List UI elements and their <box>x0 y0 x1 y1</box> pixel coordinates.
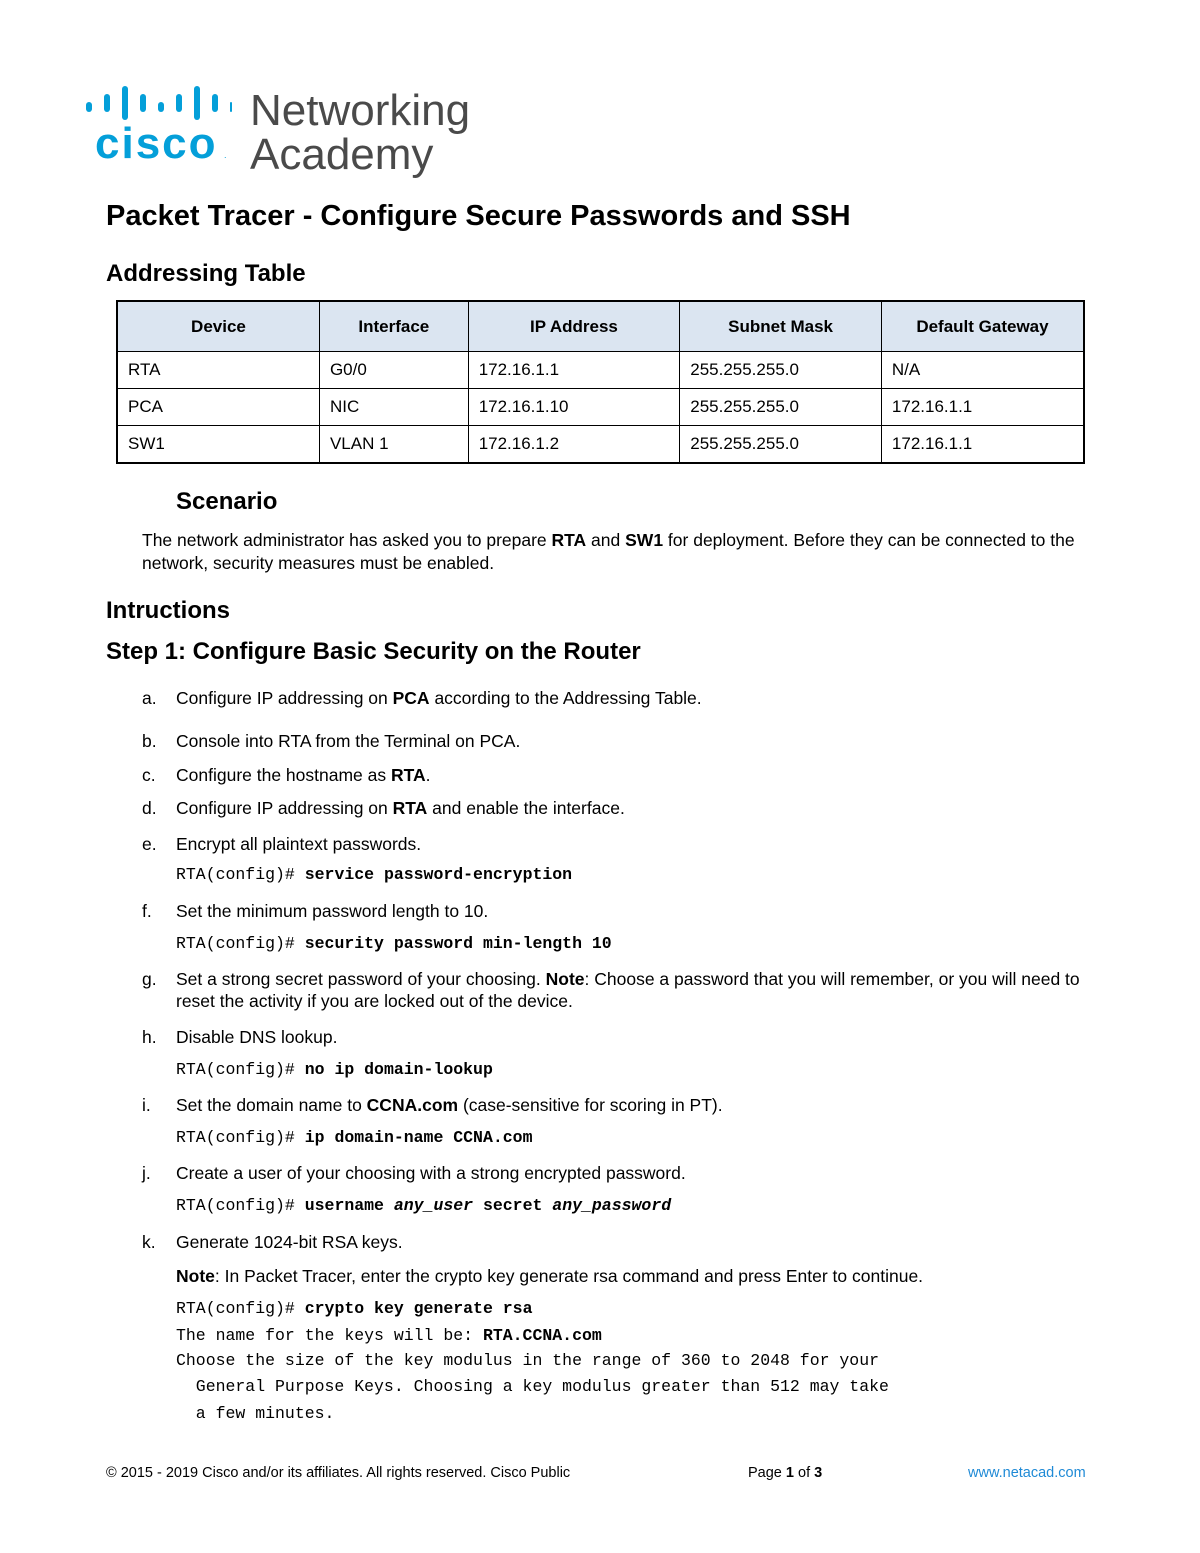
text-run: Set the domain name to <box>176 1095 367 1115</box>
table-cell: 172.16.1.1 <box>881 389 1084 426</box>
table-cell: NIC <box>319 389 468 426</box>
cli-variable: any_password <box>552 1196 672 1215</box>
logo-networking-text: Networking <box>250 86 471 135</box>
step-text <box>176 764 1096 786</box>
command-line <box>176 933 612 955</box>
cli-prompt: RTA(config)# <box>176 1299 305 1318</box>
cli-output-line: Choose the size of the key modulus in the range of 360 to 2048 for your <box>176 1351 880 1370</box>
command-line <box>176 1127 532 1149</box>
note-paragraph <box>176 1265 923 1287</box>
cisco-networking-academy-logo <box>82 86 482 186</box>
step-label: h. <box>142 1027 157 1047</box>
table-cell: PCA <box>117 389 319 426</box>
addressing-table <box>116 300 1085 464</box>
bold-run: RTA <box>551 530 587 550</box>
step-text <box>176 687 1096 709</box>
cli-prompt: RTA(config)# <box>176 1196 305 1215</box>
bold-run: RTA <box>391 765 426 785</box>
text-run: and enable the interface. <box>427 798 625 818</box>
page-title: Packet Tracer - Configure Secure Passwords and SSH <box>106 200 851 232</box>
table-cell: 172.16.1.10 <box>468 389 680 426</box>
text-run: Configure the hostname as <box>176 765 391 785</box>
column-header: Default Gateway <box>881 301 1084 352</box>
step-label: k. <box>142 1232 156 1252</box>
table-cell: 255.255.255.0 <box>680 389 882 426</box>
table-row <box>117 352 1084 389</box>
text-run: and <box>586 530 626 550</box>
column-header: IP Address <box>468 301 680 352</box>
step-text: Generate 1024-bit RSA keys. <box>176 1232 403 1252</box>
scenario-heading: Scenario <box>176 488 278 515</box>
step-label: i. <box>142 1095 151 1115</box>
cli-command: service password-encryption <box>304 865 573 884</box>
step-text <box>176 1094 1096 1116</box>
table-cell: 255.255.255.0 <box>680 352 882 389</box>
cli-output-line <box>176 1325 602 1347</box>
table-cell: VLAN 1 <box>319 426 468 464</box>
trademark-mark: . <box>224 150 227 160</box>
instructions-heading: Intructions <box>106 597 230 624</box>
cisco-bars-icon <box>82 86 232 120</box>
step-text: Set the minimum password length to 10. <box>176 901 489 921</box>
text-run: for deployment. Before they can be connected to the network, security measures must be enabled. <box>142 530 1075 573</box>
step-label: c. <box>142 765 156 785</box>
column-header: Interface <box>319 301 468 352</box>
step-text <box>176 797 1096 819</box>
column-header: Subnet Mask <box>680 301 882 352</box>
command-line <box>176 1298 532 1320</box>
step-label: a. <box>142 688 157 708</box>
step-label: e. <box>142 834 157 854</box>
step-label: b. <box>142 731 157 751</box>
text-run: according to the Addressing Table. <box>429 688 702 708</box>
scenario-paragraph <box>142 529 1082 575</box>
text-run: . <box>425 765 431 785</box>
cli-command: username <box>304 1196 394 1215</box>
bold-run: RTA <box>392 798 428 818</box>
page-total: 3 <box>814 1465 823 1481</box>
cli-output-bold: RTA.CCNA.com <box>482 1326 602 1345</box>
cli-variable: any_user <box>393 1196 474 1215</box>
step-text: Create a user of your choosing with a strong encrypted password. <box>176 1163 686 1183</box>
table-cell: 255.255.255.0 <box>680 426 882 464</box>
cli-prompt: RTA(config)# <box>176 1060 305 1079</box>
cli-output-line: General Purpose Keys. Choosing a key modulus greater than 512 may take <box>176 1377 889 1396</box>
step1-heading: Step 1: Configure Basic Security on the Router <box>106 638 641 665</box>
bold-run: SW1 <box>625 530 664 550</box>
step-label: j. <box>142 1163 151 1183</box>
bold-run: CCNA.com <box>366 1095 459 1115</box>
cli-command: no ip domain-lookup <box>304 1060 493 1079</box>
command-line <box>176 1195 671 1217</box>
text-run: of <box>793 1465 815 1481</box>
step-text <box>176 968 1096 1012</box>
text-run: : In Packet Tracer, enter the crypto key generate rsa command and press Enter to continue. <box>214 1266 924 1286</box>
cli-output-line: a few minutes. <box>176 1404 335 1423</box>
text-run: : Choose a password that you will remember, or you will need to reset the activity if you are locked out of the device. <box>176 969 1080 1011</box>
text-run: Page <box>748 1465 786 1481</box>
step-text: Encrypt all plaintext passwords. <box>176 834 422 854</box>
step-text: Disable DNS lookup. <box>176 1027 338 1047</box>
cli-prompt: RTA(config)# <box>176 934 305 953</box>
footer-page-number <box>748 1465 822 1481</box>
table-cell: G0/0 <box>319 352 468 389</box>
footer-url-link[interactable]: www.netacad.com <box>968 1465 1086 1481</box>
step-label: g. <box>142 969 157 989</box>
footer-copyright: © 2015 - 2019 Cisco and/or its affiliates. All rights reserved. Cisco Public <box>106 1465 571 1481</box>
logo-academy-text: Academy <box>250 130 434 179</box>
cli-command: security password min-length 10 <box>304 934 612 953</box>
page-current: 1 <box>785 1465 794 1481</box>
table-cell: SW1 <box>117 426 319 464</box>
bold-run: Note <box>176 1266 215 1286</box>
addressing-table-heading: Addressing Table <box>106 260 306 287</box>
text-run: Configure IP addressing on <box>176 688 393 708</box>
table-cell: 172.16.1.1 <box>468 352 680 389</box>
cli-command: crypto key generate rsa <box>304 1299 533 1318</box>
table-cell: 172.16.1.1 <box>881 426 1084 464</box>
bold-run: Note <box>545 969 585 989</box>
text-run: The network administrator has asked you to prepare <box>142 530 552 550</box>
step-label: d. <box>142 798 157 818</box>
cli-prompt: RTA(config)# <box>176 865 305 884</box>
step-text: Console into RTA from the Terminal on PCA. <box>176 731 521 751</box>
table-row <box>117 426 1084 464</box>
command-line <box>176 1059 493 1081</box>
text-run: Set a strong secret password of your choosing. <box>176 969 546 989</box>
bold-run: PCA <box>392 688 430 708</box>
cli-command: ip domain-name CCNA.com <box>304 1128 533 1147</box>
cisco-wordmark: cisco <box>95 119 218 168</box>
table-cell: N/A <box>881 352 1084 389</box>
step-label: f. <box>142 901 152 921</box>
table-row <box>117 389 1084 426</box>
text-run: (case-sensitive for scoring in PT). <box>458 1095 723 1115</box>
text-run: Configure IP addressing on <box>176 798 393 818</box>
table-cell: RTA <box>117 352 319 389</box>
column-header: Device <box>117 301 319 352</box>
table-cell: 172.16.1.2 <box>468 426 680 464</box>
cli-output: The name for the keys will be: <box>176 1326 483 1345</box>
cli-prompt: RTA(config)# <box>176 1128 305 1147</box>
command-line <box>176 864 572 886</box>
table-header-row <box>117 301 1084 352</box>
cli-command: secret <box>473 1196 553 1215</box>
